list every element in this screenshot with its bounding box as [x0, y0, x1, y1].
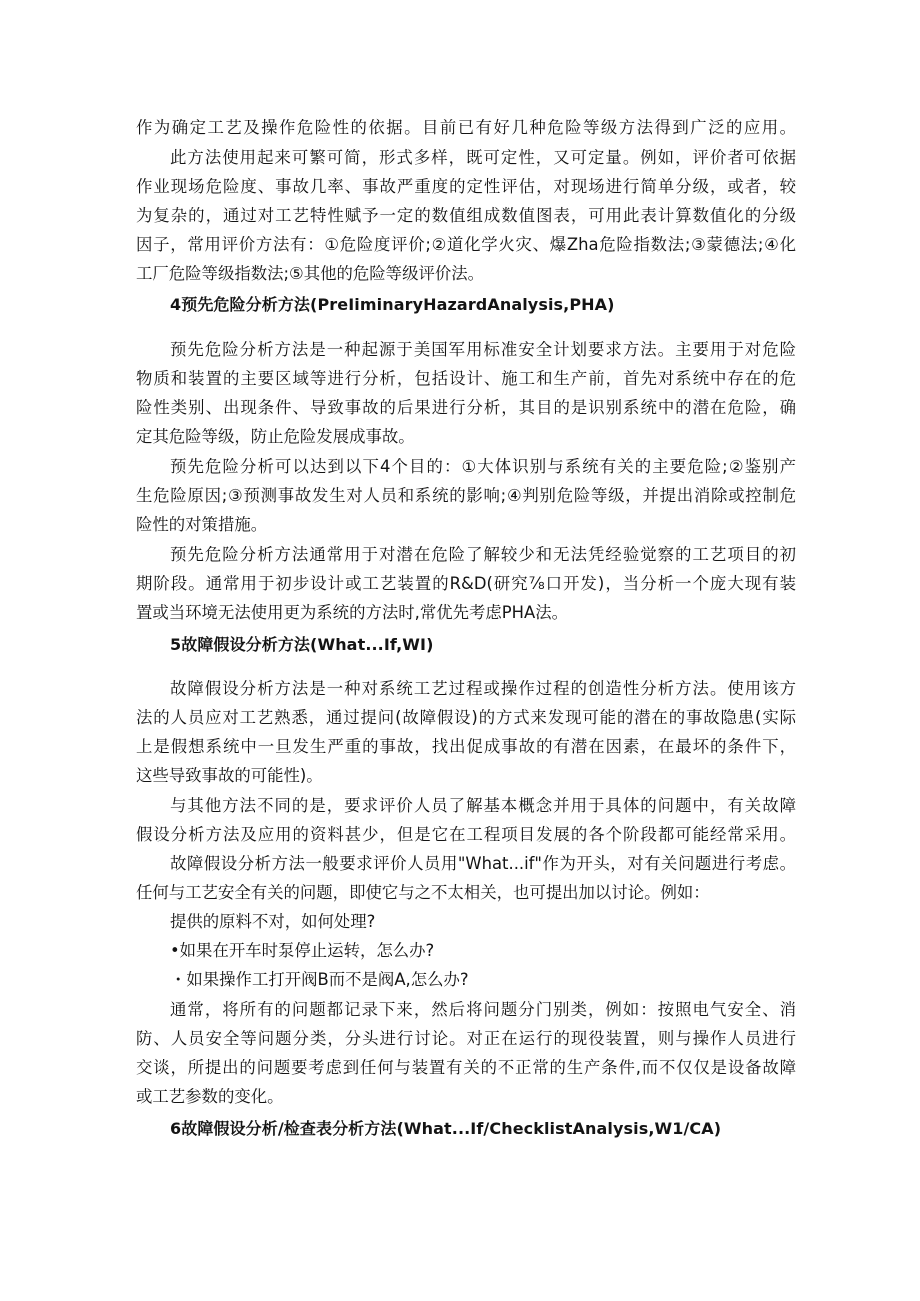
paragraph-line: 作业现场危险度、事故几率、事故严重度的定性评估，对现场进行简单分级，或者，较: [136, 177, 796, 196]
list-item: •如果在开车时泵停止运转，怎么办?: [170, 941, 435, 960]
paragraph-line: 置或当环境无法使用更为系统的方法时,常优先考虑PHA法。: [136, 603, 569, 622]
paragraph-line: 或工艺参数的变化。: [136, 1087, 284, 1106]
paragraph-line: 上是假想系统中一旦发生严重的事故，找出促成事故的有潜在因素，在最坏的条件下，: [136, 737, 796, 756]
paragraph-line: 作为确定工艺及操作危险性的依据。目前已有好几种危险等级方法得到广泛的应用。: [136, 118, 796, 137]
paragraph-line: 与其他方法不同的是，要求评价人员了解基本概念并用于具体的问题中，有关故障: [170, 796, 796, 815]
section-heading: 4预先危险分析方法(PreIiminaryHazardAnalysis,PHA): [170, 295, 615, 314]
section-heading: 6故障假设分析/检查表分析方法(What...If/ChecklistAnalysis,W1∕CA): [170, 1119, 722, 1138]
paragraph-line: 此方法使用起来可繁可简，形式多样，既可定性，又可定量。例如，评价者可依据: [170, 148, 796, 167]
paragraph-line: 期阶段。通常用于初步设计或工艺装置的R&D(研究⅞口开发)，当分析一个庞大现有装: [136, 574, 796, 593]
paragraph-line: 工厂危险等级指数法;⑤其他的危险等级评价法。: [136, 264, 485, 283]
paragraph-line: 定其危险等级，防止危险发展成事故。: [136, 427, 415, 446]
paragraph-line: 故障假设分析方法是一种对系统工艺过程或操作过程的创造性分析方法。使用该方: [170, 679, 796, 698]
paragraph-line: 险性的对策措施。: [136, 515, 268, 534]
paragraph-line: 预先危险分析方法是一种起源于美国军用标准安全计划要求方法。主要用于对危险: [170, 340, 796, 359]
paragraph-line: 假设分析方法及应用的资料甚少，但是它在工程项目发展的各个阶段都可能经常采用。: [136, 825, 796, 844]
paragraph-line: 预先危险分析可以达到以下4个目的：①大体识别与系统有关的主要危险;②鉴别产: [170, 457, 796, 476]
paragraph-line: 险性类别、出现条件、导致事故的后果进行分析，其目的是识别系统中的潜在危险，确: [136, 398, 796, 417]
paragraph-line: 任何与工艺安全有关的问题，即使它与之不太相关，也可提出加以讨论。例如：: [136, 883, 710, 902]
section-heading: 5故障假设分析方法(What...If,WI): [170, 635, 434, 654]
paragraph-line: 防、人员安全等问题分类，分头进行讨论。对正在运行的现役装置，则与操作人员进行: [136, 1029, 796, 1048]
paragraph-line: 物质和装置的主要区域等进行分析，包括设计、施工和生产前，首先对系统中存在的危: [136, 369, 796, 388]
list-item: 提供的原料不对，如何处理?: [170, 912, 376, 931]
paragraph-line: 这些导致事故的可能性)。: [136, 766, 323, 785]
paragraph-line: 交谈，所提出的问题要考虑到任何与装置有关的不正常的生产条件,而不仅仅是设备故障: [136, 1058, 796, 1077]
paragraph-line: 生危险原因;③预测事故发生对人员和系统的影响;④判别危险等级，并提出消除或控制危: [136, 486, 796, 505]
paragraph-line: 预先危险分析方法通常用于对潜在危险了解较少和无法凭经验觉察的工艺项目的初: [170, 545, 796, 564]
paragraph-line: 因子，常用评价方法有：①危险度评价;②道化学火灾、爆Zha危险指数法;③蒙德法;④化: [136, 235, 796, 254]
paragraph-line: 故障假设分析方法一般要求评价人员用"What...if"作为开头，对有关问题进行考虑。: [170, 854, 796, 873]
paragraph-line: 通常，将所有的问题都记录下来，然后将问题分门别类，例如：按照电气安全、消: [170, 1000, 796, 1019]
list-item: ・如果操作工打开阀B而不是阀A,怎么办?: [170, 970, 469, 989]
paragraph-line: 法的人员应对工艺熟悉，通过提问(故障假设)的方式来发现可能的潜在的事故隐患(实际: [136, 708, 796, 727]
paragraph-line: 为复杂的，通过对工艺特性赋予一定的数值组成数值图表，可用此表计算数值化的分级: [136, 206, 796, 225]
